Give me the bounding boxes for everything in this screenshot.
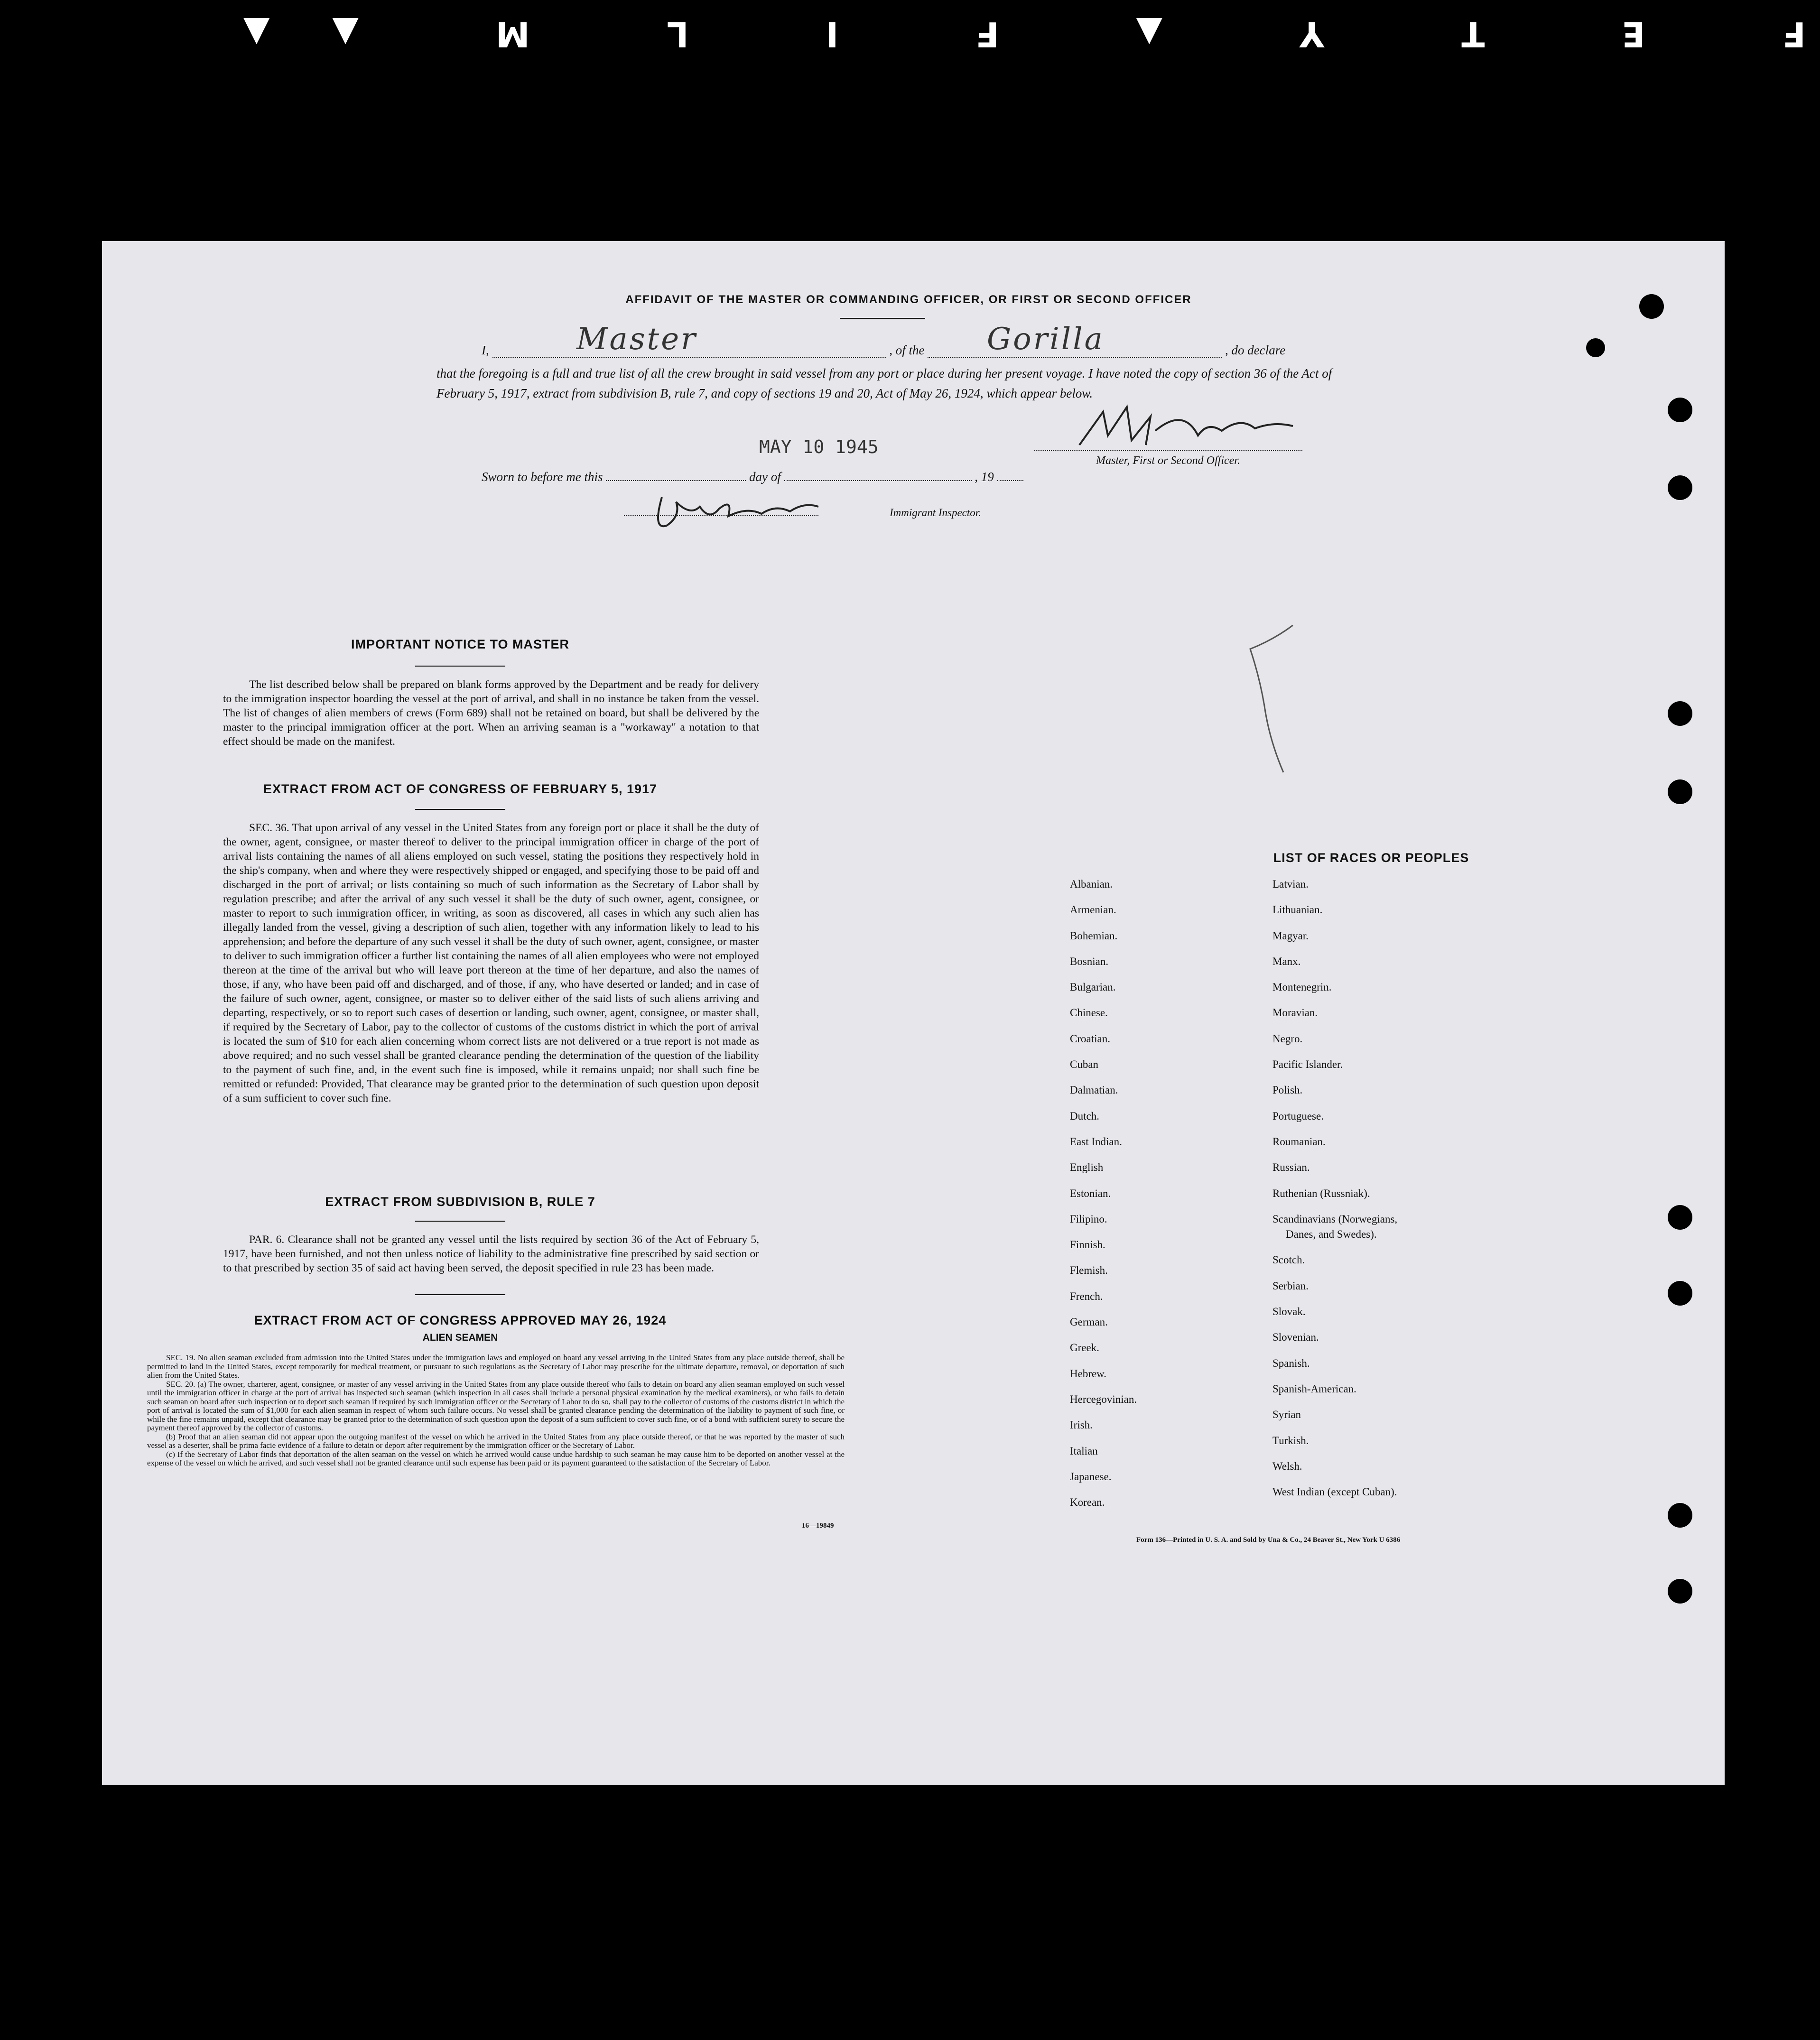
year-blank <box>997 469 1023 481</box>
month-blank <box>784 469 972 481</box>
film-edge-label: F E T Y ▲ F I L M ▲▲ <box>181 14 1806 54</box>
race-item: Polish. <box>1272 1084 1303 1096</box>
year-label: , 19 <box>975 470 994 484</box>
day-blank <box>606 469 746 481</box>
race-item: Manx. <box>1272 955 1301 967</box>
race-item: Albanian. <box>1070 878 1113 890</box>
race-item: Magyar. <box>1272 929 1309 942</box>
race-item: Scandinavians (Norwegians, <box>1272 1213 1398 1225</box>
punch-hole <box>1668 1205 1692 1230</box>
subdivision-title: EXTRACT FROM SUBDIVISION B, RULE 7 <box>325 1195 595 1209</box>
race-item: Lithuanian. <box>1272 904 1323 916</box>
race-item: Moravian. <box>1272 1007 1318 1019</box>
race-item: Hercegovinian. <box>1070 1393 1137 1405</box>
sec-20c: (c) If the Secretary of Labor finds that deportation of the alien seaman on the vessel on which he arrived would cause undue hardship to such seaman he may cause him to be deported on another vessel at the expense of the vessel on which he arrived, and such vessel shall not be granted clearance until such expense has been paid or its payment guaranteed to the satisfaction of the Secretary of Labor. <box>147 1449 845 1467</box>
punch-hole <box>1668 398 1692 422</box>
sec-20a: SEC. 20. (a) The owner, charterer, agent, consignee, or master of any vessel arriving in the United States from any place outside thereof who fails to detain on board any alien seaman employed on such vessel until the immigration officer in charge at the port of arrival has inspected such seaman (which inspection in all cases shall include a personal physical examination by the medical examiners), or who fails to detain such seaman on board after such inspection or to deport such seaman if required by such immigration officer or the Secretary of Labor to do so, shall pay to the collector of customs of the customs district in which the port of arrival is located the sum of $1,000 for each alien seaman in respect of whom such failure occurs. No vessel shall be granted clearance pending the determination of the liability to payment of such fine, or while the fine remains unpaid, except that clearance may be granted prior to the determination of such question upon the deposit of a sum sufficient to cover such fine, or of a bond with sufficient surety to secure the payment thereof approved by the collector of customs. <box>147 1379 845 1432</box>
race-item: Cuban <box>1070 1058 1099 1071</box>
affidavit-i-label: I, <box>482 343 489 357</box>
pen-mark <box>1236 621 1307 777</box>
races-title: LIST OF RACES OR PEOPLES <box>1273 851 1469 865</box>
inspector-signature <box>648 488 847 535</box>
master-signature <box>1075 402 1321 454</box>
punch-hole <box>1668 779 1692 804</box>
sworn-line <box>482 469 1023 484</box>
race-item: Spanish-American. <box>1272 1382 1356 1395</box>
race-item: English <box>1070 1161 1104 1174</box>
date-stamp: MAY 10 1945 <box>759 436 879 457</box>
divider <box>415 1294 505 1295</box>
inspector-signature-line <box>624 515 818 516</box>
race-item: Bohemian. <box>1070 929 1118 942</box>
divider <box>415 1221 505 1222</box>
race-item: Pacific Islander. <box>1272 1058 1343 1071</box>
race-item: Dutch. <box>1070 1110 1099 1122</box>
form-printer-note: Form 136—Printed in U. S. A. and Sold by Una & Co., 24 Beaver St., New York U 6386 <box>1136 1536 1401 1544</box>
extract-1924-body <box>147 1354 845 1468</box>
race-item: Spanish. <box>1272 1357 1310 1369</box>
race-item: Danes, and Swedes). <box>1286 1228 1377 1241</box>
divider <box>415 809 505 810</box>
race-item: Chinese. <box>1070 1007 1108 1019</box>
race-item: Dalmatian. <box>1070 1084 1118 1096</box>
notice-title: IMPORTANT NOTICE TO MASTER <box>351 637 569 651</box>
race-item: Bulgarian. <box>1070 981 1116 993</box>
form-number: 16—19849 <box>802 1522 834 1530</box>
race-item: Hebrew. <box>1070 1367 1107 1380</box>
race-item: Slovenian. <box>1272 1331 1319 1344</box>
sec-19: SEC. 19. No alien seaman excluded from admission into the United States under the immigration laws and employed on board any vessel arriving in the United States from any place outside thereof, shall be permitted to land in the United States, except temporarily for medical treatment, or pursuant to such regulations as the Secretary of Labor may prescribe for the ultimate departure, removal, or deportation of such alien from the United States. <box>147 1353 845 1380</box>
divider <box>415 666 505 667</box>
race-item: Flemish. <box>1070 1264 1108 1277</box>
affidavit-title: AFFIDAVIT OF THE MASTER OR COMMANDING OFFICER, OR FIRST OR SECOND OFFICER <box>625 293 1192 306</box>
extract-1924-subtitle: ALIEN SEAMEN <box>422 1332 498 1343</box>
punch-hole <box>1668 475 1692 500</box>
extract-1924-title: EXTRACT FROM ACT OF CONGRESS APPROVED MAY 26, 1924 <box>254 1313 667 1327</box>
race-item: Estonian. <box>1070 1187 1111 1199</box>
race-item: Korean. <box>1070 1496 1105 1509</box>
race-item: Japanese. <box>1070 1470 1112 1483</box>
race-item: Bosnian. <box>1070 955 1109 967</box>
race-item: Turkish. <box>1272 1434 1309 1447</box>
sec-20b: (b) Proof that an alien seaman did not appear upon the outgoing manifest of the vessel on which he arrived in the United States from any place outside thereof, or that he was reported by the master of such vessel as a deserter, shall be prima facie evidence of a failure to detain or deport after requirement by the immigration officer or the Secretary of Labor. <box>147 1432 845 1450</box>
race-item: Filipino. <box>1070 1213 1107 1225</box>
race-item: Finnish. <box>1070 1239 1105 1251</box>
race-item: Scotch. <box>1272 1254 1305 1266</box>
punch-hole <box>1668 1281 1692 1306</box>
race-item: Slovak. <box>1272 1306 1306 1318</box>
race-item: Greek. <box>1070 1342 1099 1354</box>
race-item: Latvian. <box>1272 878 1309 890</box>
race-item: Syrian <box>1272 1409 1301 1421</box>
race-item: German. <box>1070 1316 1108 1328</box>
inspector-label: Immigrant Inspector. <box>890 507 981 519</box>
punch-hole <box>1668 1579 1692 1604</box>
extract-1917-title: EXTRACT FROM ACT OF CONGRESS OF FEBRUARY 5, 1917 <box>263 782 658 796</box>
master-label: Master, First or Second Officer. <box>1096 454 1240 467</box>
race-item: French. <box>1070 1290 1103 1302</box>
master-signature-line <box>1034 450 1302 451</box>
race-item: Serbian. <box>1272 1280 1309 1292</box>
handwritten-vessel: Gorilla <box>987 322 1105 357</box>
race-item: Negro. <box>1272 1032 1303 1045</box>
race-item: Italian <box>1070 1445 1098 1457</box>
affidavit-body: that the foregoing is a full and true list of all the crew brought in said vessel from any port or place during her present voyage. I have noted the copy of section 36 of the Act of February 5, 1917, extract from subdivision B, rule 7, and copy of sections 19 and 20, Act of May 26, 1924, which appear below. <box>436 366 1332 400</box>
punch-hole <box>1668 701 1692 726</box>
race-item: Armenian. <box>1070 904 1116 916</box>
race-item: Croatian. <box>1070 1032 1110 1045</box>
handwritten-master: Master <box>576 322 697 357</box>
race-item: Roumanian. <box>1272 1135 1326 1148</box>
race-item: Portuguese. <box>1272 1110 1324 1122</box>
extract-1917-body: SEC. 36. That upon arrival of any vessel in the United States from any foreign port or place it shall be the duty of the owner, agent, consignee, or master thereof to deliver to the principal immigration officer in charge of the port of arrival lists containing the names of all aliens employed on such vessel, stating the positions they respectively hold in the ship's company, when and where they were respectively shipped or engaged, and specifying those to be paid off and discharged in the port of arrival; or lists containing so much of such information as the Secretary of Labor shall by regulation prescribe; and after the arrival of any such vessel it shall be the duty of such owner, agent, consignee, or master to report to such immigration officer, in writing, as soon as discovered, all cases in which any such alien has illegally landed from the vessel, giving a description of such alien, together with any information likely to lead to his apprehension; and before the departure of any such vessel it shall be the duty of such owner, agent, consignee, or master to deliver to such immigration officer a further list containing the names of all alien employees who were not employed thereon at the time of the arrival but who will leave port thereon at the time of her departure, and also the names of those, if any, who have been paid off and discharged, and of those, if any, who have deserted or landed; and in case of the failure of such owner, agent, consignee, or master so to deliver either of the said lists of such aliens arriving and departing, respectively, or so to report such cases of desertion or landing, such owner, agent, consignee, or master shall, if required by the Secretary of Labor, pay to the collector of customs of the customs district in which the port of arrival is located the sum of $10 for each alien concerning whom correct lists are not delivered or a true report is not made as above required; and no such vessel shall be granted clearance pending the determination of the question of the liability to the payment of such fine, and, in the event such fine is imposed, while it remains unpaid; nor shall such fine be remitted or refunded: Provided, That clearance may be granted prior to the determination of such question upon deposit of a sum sufficient to cover such fine. <box>223 822 759 1104</box>
race-item: East Indian. <box>1070 1135 1122 1148</box>
race-item: Montenegrin. <box>1272 981 1332 993</box>
race-item: Irish. <box>1070 1419 1093 1431</box>
day-of-label: day of <box>749 470 781 484</box>
affidavit-of-the-label: , of the <box>889 343 925 357</box>
punch-hole <box>1668 1503 1692 1528</box>
sworn-label: Sworn to before me this <box>482 470 603 484</box>
affidavit-declare-label: , do declare <box>1225 343 1286 357</box>
races-left-column <box>1070 877 1137 1521</box>
races-right-column <box>1272 877 1397 1510</box>
race-item: Russian. <box>1272 1161 1310 1174</box>
race-item: Ruthenian (Russniak). <box>1272 1187 1370 1199</box>
divider <box>840 318 925 319</box>
notice-body: The list described below shall be prepared on blank forms approved by the Department and be ready for delivery to the immigration inspector boarding the vessel at the port of arrival, and shall in no instance be taken from the vessel. The list of changes of alien members of crews (Form 689) shall not be retained on board, but shall be delivered by the master to the principal immigration officer at the port. When an arriving seaman is a "workaway" a notation to that effect should be made on the manifest. <box>223 678 759 748</box>
subdivision-body: PAR. 6. Clearance shall not be granted any vessel until the lists required by section 36 of the Act of February 5, 1917, have been furnished, and not then unless notice of liability to the administrative fine prescribed by said section or to that prescribed by section 35 of said act having been served, the deposit specified in rule 23 has been made. <box>223 1233 759 1274</box>
punch-hole <box>1586 338 1605 357</box>
race-item: West Indian (except Cuban). <box>1272 1486 1397 1498</box>
document-page <box>102 241 1725 1785</box>
race-item: Welsh. <box>1272 1460 1302 1472</box>
